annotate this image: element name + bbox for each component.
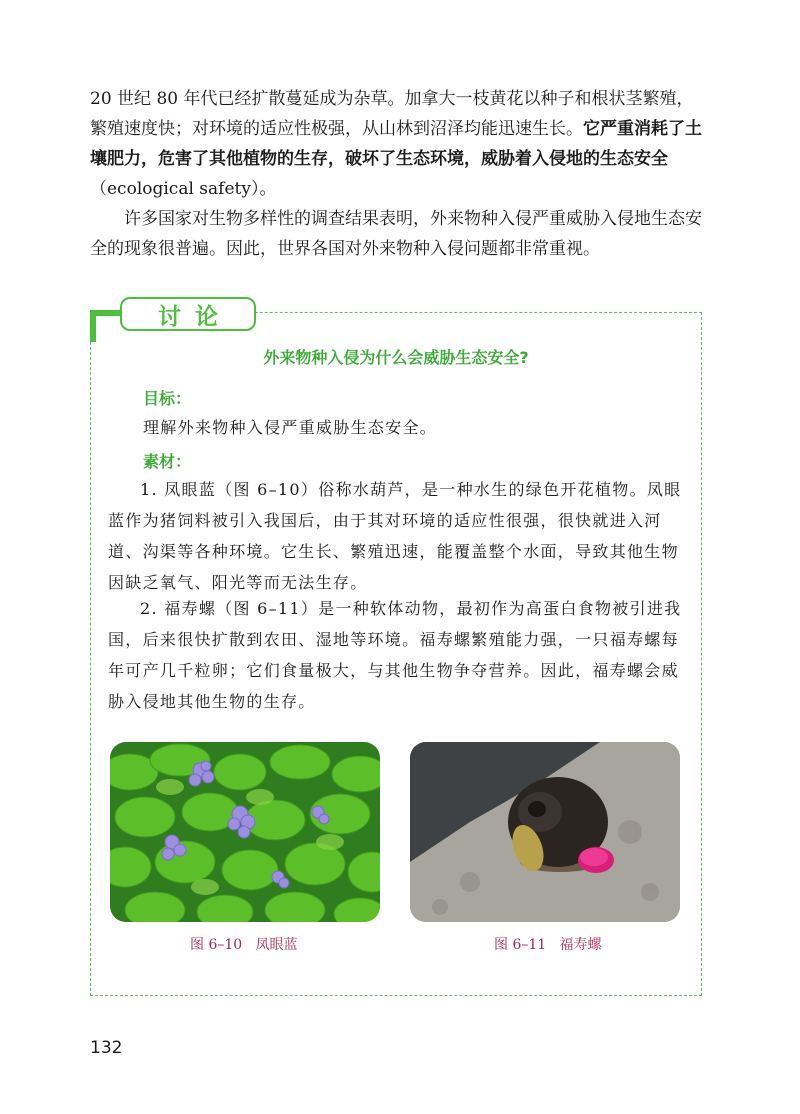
page-number: 132	[90, 1038, 123, 1058]
paragraph-1-text: 20 世纪 80 年代已经扩散蔓延成为杂草。加拿大一枝黄花以种子和根状茎繁殖，繁殖速度快；对环境的适应性极强，从山林到沼泽均能迅速生长。	[90, 89, 694, 139]
discussion-badge: 讨论	[120, 297, 256, 331]
body-paragraph-2: 许多国家对生物多样性的调查结果表明，外来物种入侵严重威胁入侵地生态安全的现象很普遍。因此，世界各国对外来物种入侵问题都非常重视。	[90, 209, 702, 259]
figure-caption-2: 图 6–11 福寿螺	[494, 937, 602, 953]
figure-caption-1: 图 6–10 凤眼蓝	[190, 937, 298, 953]
discussion-title: 外来物种入侵为什么会威胁生态安全?	[263, 348, 529, 367]
material-item-2: 2. 福寿螺（图 6–11）是一种软体动物，最初作为高蛋白食物被引进我国，后来很快扩散到农田、湿地等环境。福寿螺繁殖能力强，一只福寿螺每年可产几千粒卵；它们食量极大，与其他生物争夺营养。因此，福寿螺会威胁入侵地其他生物的生存。	[108, 599, 682, 711]
goal-label: 目标：	[143, 389, 192, 408]
paragraph-1-bold-text: 它严重消耗了土壤肥力，危害了其他植物的生存，破坏了生态环境，威胁着入侵地的生态安全	[90, 119, 702, 169]
paragraph-1-tail: （ecological safety）。	[90, 179, 277, 199]
body-paragraph-1	[90, 84, 710, 204]
goal-text: 理解外来物种入侵严重威胁生态安全。	[143, 418, 438, 437]
material-label: 素材：	[143, 452, 192, 471]
material-item-1: 1. 凤眼蓝（图 6–10）俗称水葫芦，是一种水生的绿色开花植物。凤眼蓝作为猪饲料被引入我国后，由于其对环境的适应性很强，很快就进入河道、沟渠等各种环境。它生长、繁殖迅速，能覆盖整个水面，导致其他生物因缺乏氧气、阳光等而无法生存。	[108, 480, 682, 592]
apple-snail-photo	[410, 742, 680, 922]
water-hyacinth-photo	[110, 742, 380, 922]
